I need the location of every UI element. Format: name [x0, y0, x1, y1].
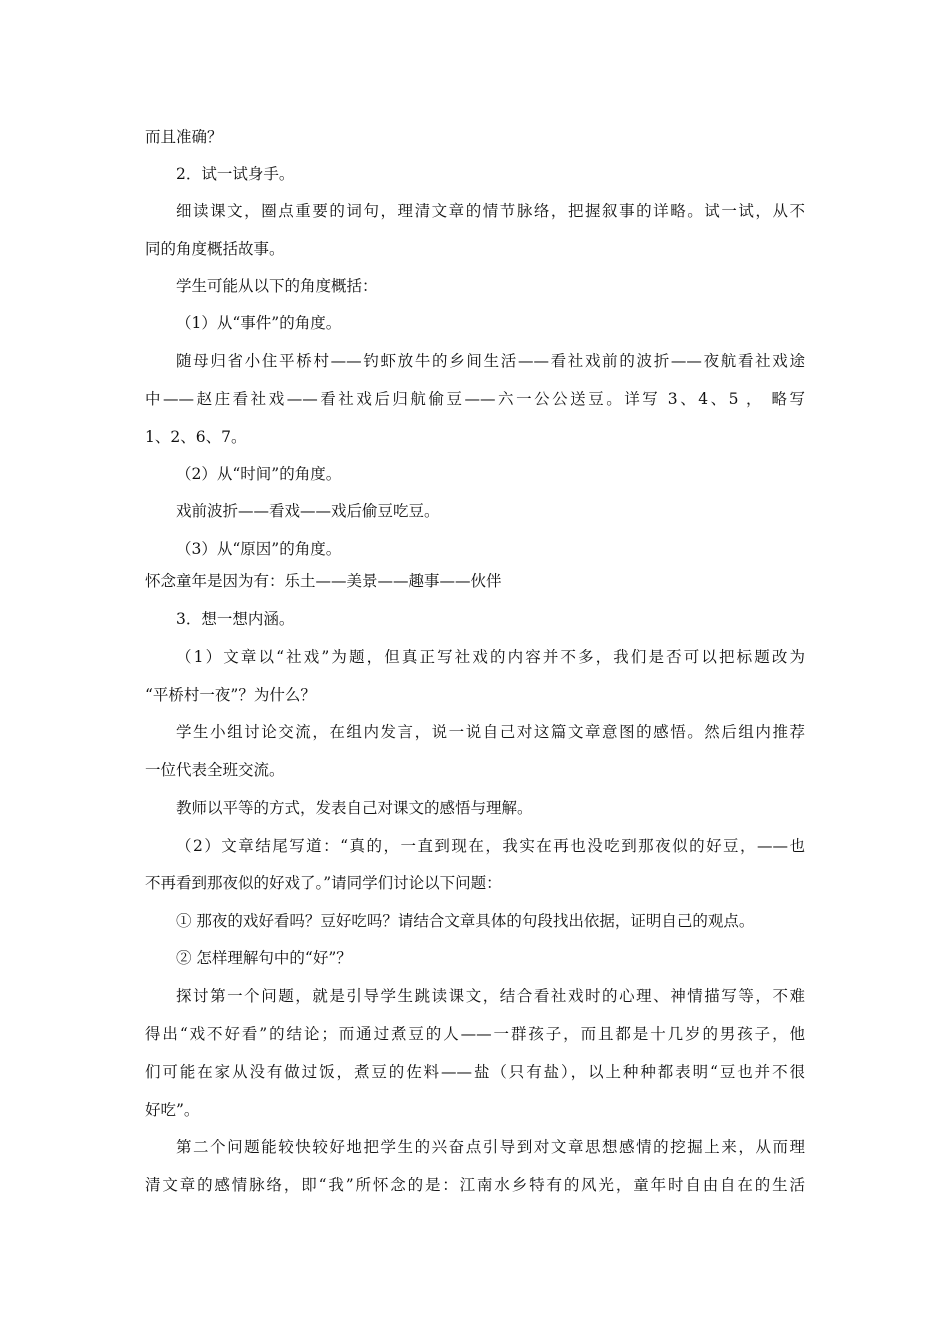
text-line-20: （2）文章结尾写道：“真的，一直到现在，我实在再也没吃到那夜似的好豆，——也 — [176, 837, 805, 855]
text-line-11: 戏前波折——看戏——戏后偷豆吃豆。 — [176, 502, 440, 520]
text-line-16: “平桥村一夜”？为什么？ — [145, 686, 316, 704]
text-line-22: ① 那夜的戏好看吗？豆好吃吗？请结合文章具体的句段找出依据，证明自己的观点。 — [176, 912, 755, 930]
text-line-3: 细读课文，圈点重要的词句，理清文章的情节脉络，把握叙事的详略。试一试，从不 — [176, 202, 805, 220]
text-line-6: （1）从“事件”的角度。 — [176, 314, 342, 332]
text-line-19: 教师以平等的方式，发表自己对课文的感悟与理解。 — [176, 799, 533, 817]
text-line-1: 而且准确？ — [145, 128, 223, 146]
text-line-26: 们可能在家从没有做过饭，煮豆的佐料——盐（只有盐），以上种种都表明“豆也并不很 — [145, 1063, 805, 1081]
text-line-2: 2．试一试身手。 — [176, 165, 295, 183]
text-line-27: 好吃”。 — [145, 1101, 200, 1119]
text-line-7: 随母归省小住平桥村——钓虾放牛的乡间生活——看社戏前的波折——夜航看社戏途 — [176, 352, 805, 370]
text-line-13: 怀念童年是因为有：乐土——美景——趣事——伙伴 — [145, 572, 502, 590]
text-line-28: 第二个问题能较快较好地把学生的兴奋点引导到对文章思想感情的挖掘上来，从而理 — [176, 1138, 805, 1156]
text-line-25: 得出“戏不好看”的结论；而通过煮豆的人——一群孩子，而且都是十几岁的男孩子，他 — [145, 1025, 805, 1043]
text-line-21: 不再看到那夜似的好戏了。”请同学们讨论以下问题： — [145, 874, 502, 892]
text-line-4: 同的角度概括故事。 — [145, 240, 285, 258]
text-line-10: （2）从“时间”的角度。 — [176, 465, 342, 483]
text-line-8: 中——赵庄看社戏——看社戏后归航偷豆——六一公公送豆。详写 3、4、5 ， 略写 — [145, 390, 805, 408]
text-line-23: ② 怎样理解句中的“好”？ — [176, 949, 352, 967]
text-line-14: 3．想一想内涵。 — [176, 610, 295, 628]
text-line-24: 探讨第一个问题，就是引导学生跳读课文，结合看社戏时的心理、神情描写等，不难 — [176, 987, 805, 1005]
text-line-17: 学生小组讨论交流，在组内发言，说一说自己对这篇文章意图的感悟。然后组内推荐 — [176, 723, 805, 741]
text-line-5: 学生可能从以下的角度概括： — [176, 277, 378, 295]
text-line-12: （3）从“原因”的角度。 — [176, 540, 342, 558]
text-line-18: 一位代表全班交流。 — [145, 761, 285, 779]
text-line-15: （1）文章以“社戏”为题，但真正写社戏的内容并不多，我们是否可以把标题改为 — [176, 648, 805, 666]
text-line-29: 清文章的感情脉络，即“我”所怀念的是：江南水乡特有的风光，童年时自由自在的生活 — [145, 1176, 805, 1194]
text-line-9: 1、2、6、7。 — [145, 428, 247, 446]
